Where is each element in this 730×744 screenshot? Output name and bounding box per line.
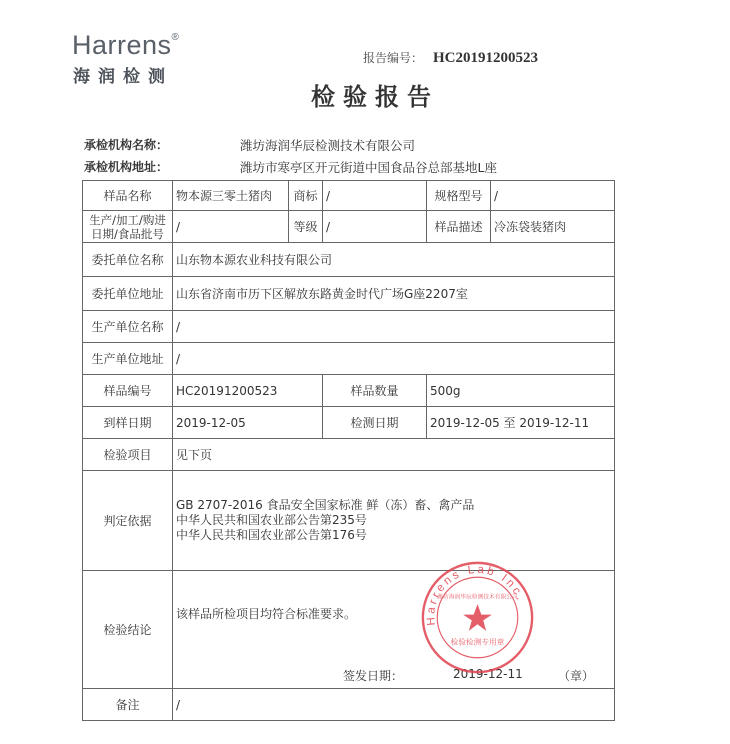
page-title: 检验报告 <box>311 83 439 111</box>
seal-inner-text: 潍坊海润华辰检测技术有限公司 <box>437 594 518 601</box>
brand: / <box>323 181 427 211</box>
client-addr: 山东省济南市历下区解放东路黄金时代广场G座2207室 <box>173 277 615 311</box>
producer-name: / <box>173 311 615 343</box>
spec-label: 规格型号 <box>427 181 491 211</box>
seal-outer-text: Harrens Lab Inc. <box>425 563 528 627</box>
spec: / <box>491 181 615 211</box>
producer-addr-label: 生产单位地址 <box>83 343 173 375</box>
client-addr-label: 委托单位地址 <box>83 277 173 311</box>
arrival-label: 到样日期 <box>83 407 173 439</box>
items: 见下页 <box>173 439 615 471</box>
basis-label: 判定依据 <box>83 471 173 571</box>
producer-addr: / <box>173 343 615 375</box>
remark: / <box>173 689 615 721</box>
basis-line: GB 2707-2016 食品安全国家标准 鲜（冻）畜、禽产品 <box>176 498 475 512</box>
sample-no-label: 样品编号 <box>83 375 173 407</box>
grade: / <box>323 211 427 243</box>
conclusion-label: 检验结论 <box>83 571 173 689</box>
report-table <box>82 180 615 721</box>
basis-line: 中华人民共和国农业部公告第235号 <box>176 513 367 527</box>
org-name: 潍坊海润华辰检测技术有限公司 <box>240 138 416 153</box>
test-date: 2019-12-05 至 2019-12-11 <box>427 407 615 439</box>
conclusion: 该样品所检项目均符合标准要求。 <box>176 607 357 621</box>
items-label: 检验项目 <box>83 439 173 471</box>
org-addr-label: 承检机构地址： <box>84 160 169 174</box>
issue-label: 签发日期： <box>343 669 404 683</box>
seal-bottom-text: 检验检测专用章 <box>450 637 505 647</box>
arrival-date: 2019-12-05 <box>173 407 323 439</box>
conclusion-cell <box>173 571 615 689</box>
report-number: 报告编号： HC20191200523 <box>363 50 539 66</box>
grade-label: 等级 <box>289 211 323 243</box>
org-addr: 潍坊市寒亭区开元街道中国食品谷总部基地L座 <box>240 160 497 175</box>
test-date-label: 检测日期 <box>323 407 427 439</box>
logo-text: Harrens® <box>72 30 180 60</box>
brand-label: 商标 <box>289 181 323 211</box>
sample-name-label: 样品名称 <box>83 181 173 211</box>
client-name-label: 委托单位名称 <box>83 243 173 277</box>
seal-label: （章） <box>558 669 595 683</box>
date-label: 生产/加工/购进日期/食品批号 <box>83 211 173 243</box>
star-icon <box>463 604 492 631</box>
desc-label: 样品描述 <box>427 211 491 243</box>
remark-label: 备注 <box>83 689 173 721</box>
sample-name: 物本源三零土猪肉 <box>173 181 289 211</box>
org-name-label: 承检机构名称： <box>84 138 169 152</box>
qty: 500g <box>427 375 615 407</box>
qty-label: 样品数量 <box>323 375 427 407</box>
logo-cn: 海润检测 <box>73 67 173 87</box>
date: / <box>173 211 289 243</box>
producer-name-label: 生产单位名称 <box>83 311 173 343</box>
basis <box>173 471 615 571</box>
issue-date: 2019-12-11 <box>453 667 523 681</box>
client-name: 山东物本源农业科技有限公司 <box>173 243 615 277</box>
official-seal <box>420 560 535 675</box>
desc: 冷冻袋装猪肉 <box>491 211 615 243</box>
basis-line: 中华人民共和国农业部公告第176号 <box>176 528 367 542</box>
sample-no: HC20191200523 <box>173 375 323 407</box>
